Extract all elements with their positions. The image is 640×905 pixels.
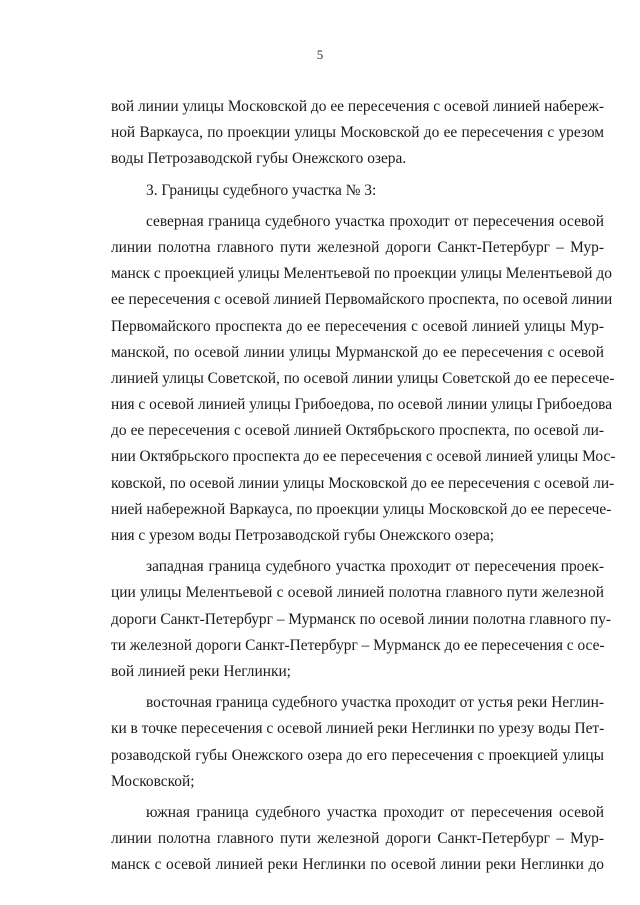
text-line: линии полотна главного пути железной дороги Санкт-Петербург – Мур- [111,830,604,848]
paragraph-western-boundary [111,554,612,685]
text-line: ти железной дороги Санкт-Петербург – Мурманск до ее пересечения с осе- [111,636,605,654]
paragraph-northern-boundary [111,209,616,549]
text-line: вой линией реки Неглинки; [111,662,291,680]
text-line: линией улицы Советской, по осевой линии улицы Советской до ее пересече- [111,369,615,387]
text-line: до ее пересечения с осевой линией Октябрьского проспекта, по осевой ли- [111,422,604,440]
text-line: ции улицы Мелентьевой с осевой линией полотна главного пути железной [111,584,604,602]
text-line: Первомайского проспекта до ее пересечения с осевой линией улицы Мур- [111,317,604,335]
page-number: 5 [316,47,324,62]
paragraph-eastern-boundary [111,690,604,795]
text-line: 3. Границы судебного участка № 3: [146,181,377,199]
text-line: нией набережной Варкауса, по проекции улицы Московской до ее пересече- [111,500,612,518]
text-line: Московской; [111,772,195,790]
text-line: линии полотна главного пути железной дороги Санкт-Петербург – Мур- [111,238,604,256]
text-line: ковской, по осевой линии улицы Московской до ее пересечения с осевой ли- [111,474,615,492]
text-line: воды Петрозаводской губы Онежского озера. [111,150,407,168]
text-line: манск с проекцией улицы Мелентьевой по проекции улицы Мелентьевой до [111,265,612,283]
text-line: западная граница судебного участка проходит от пересечения проек- [146,558,604,576]
text-line: ния с урезом воды Петрозаводской губы Онежского озера; [111,527,495,544]
text-line: дороги Санкт-Петербург – Мурманск по осевой линии полотна главного пу- [111,610,612,628]
text-line: северная граница судебного участка проходит от пересечения осевой [146,212,604,230]
text-line: южная граница судебного участка проходит от пересечения осевой [146,803,604,821]
paragraph-southern-boundary [111,800,604,879]
text-line: нии Октябрьского проспекта до ее пересечения с осевой линией улицы Мос- [111,448,616,466]
text-line: манской, по осевой линии улицы Мурманской до ее пересечения с осевой [111,343,604,361]
section-heading [111,178,604,204]
text-line: ной Варкауса, по проекции улицы Московской до ее пересечения с урезом [111,124,604,142]
text-line: ее пересечения с осевой линией Первомайского проспекта, по осевой линии [111,291,613,309]
paragraph-continuation [111,94,604,173]
text-line: розаводской губы Онежского озера до его пересечения с проекцией улицы [111,746,604,764]
text-line: вой линии улицы Московской до ее пересечения с осевой линией набереж- [111,98,604,115]
text-line: ния с осевой линией улицы Грибоедова, по осевой линии улицы Грибоедова [111,396,613,414]
document-body [111,94,616,878]
text-line: восточная граница судебного участка проходит от устья реки Неглин- [146,694,604,712]
text-line: ки в точке пересечения с осевой линией реки Неглинки по урезу воды Пет- [111,720,605,738]
text-line: манск с осевой линией реки Неглинки по осевой линии реки Неглинки до [111,856,604,874]
